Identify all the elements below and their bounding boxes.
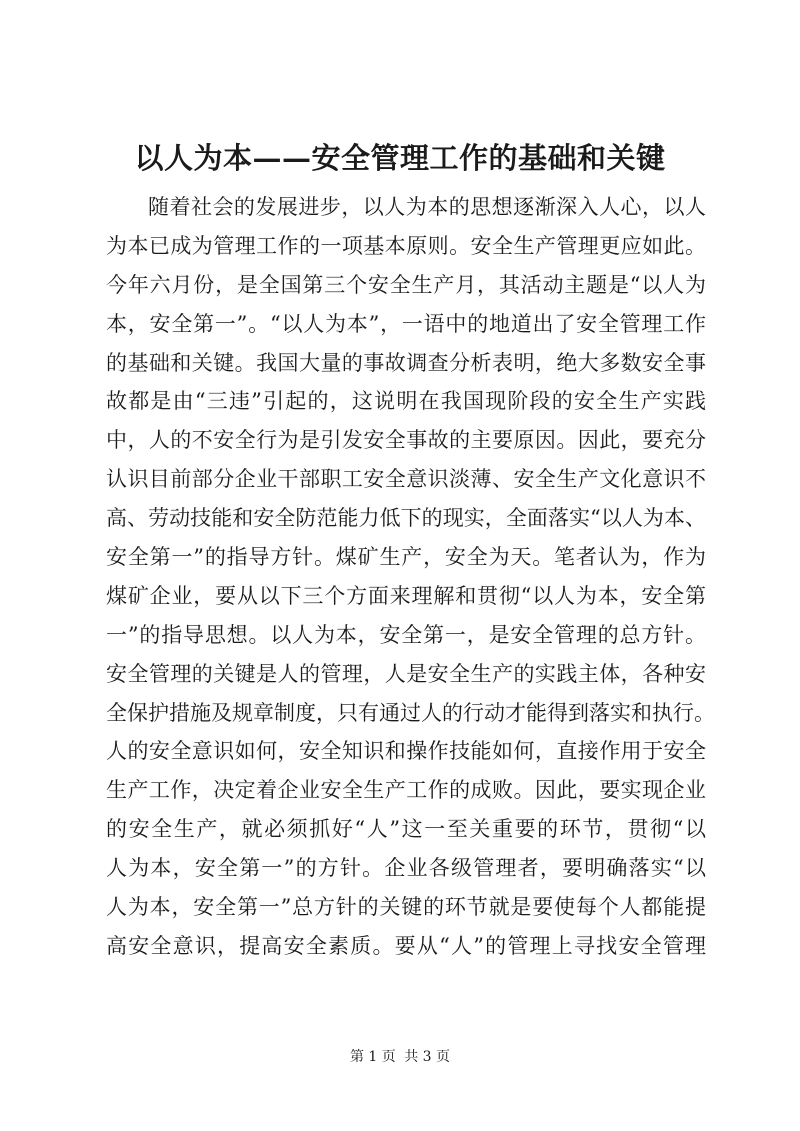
body-line: 生产工作，决定着企业安全生产工作的成败。因此，要实现企业: [106, 778, 706, 803]
page-total: 共 3 页: [404, 1049, 451, 1065]
body-line: 的基础和关键。我国大量的事故调查分析表明，绝大多数安全事: [106, 350, 706, 375]
document-title: 以人为本——安全管理工作的基础和关键: [134, 141, 666, 175]
body-text: [106, 188, 715, 966]
body-line: 一”的指导思想。以人为本，安全第一，是安全管理的总方针。: [106, 622, 706, 647]
body-line: 中，人的不安全行为是引发安全事故的主要原因。因此，要充分: [106, 428, 706, 453]
body-line: 为本已成为管理工作的一项基本原则。安全生产管理更应如此。: [106, 233, 706, 258]
body-line: 安全管理的关键是人的管理，人是安全生产的实践主体，各种安: [106, 661, 706, 686]
body-line: 故都是由“三违”引起的，这说明在我国现阶段的安全生产实践: [106, 389, 706, 414]
body-line: 安全第一”的指导方针。煤矿生产，安全为天。笔者认为，作为: [106, 545, 706, 570]
body-line: 本，安全第一”。“以人为本”，一语中的地道出了安全管理工作: [106, 311, 706, 336]
body-line: 高安全意识，提高安全素质。要从“人”的管理上寻找安全管理: [106, 933, 706, 958]
page-footer: [0, 1047, 800, 1067]
body-line: 煤矿企业，要从以下三个方面来理解和贯彻“以人为本，安全第: [106, 583, 706, 608]
body-line: 人为本，安全第一”的方针。企业各级管理者，要明确落实“以: [106, 856, 706, 881]
body-line: 今年六月份，是全国第三个安全生产月，其活动主题是“以人为: [106, 272, 706, 297]
body-line: 全保护措施及规章制度，只有通过人的行动才能得到落实和执行。: [106, 700, 715, 725]
page-number: 第 1 页: [349, 1049, 396, 1065]
body-line: 人为本，安全第一”总方针的关键的环节就是要使每个人都能提: [106, 895, 706, 920]
body-line: 随着社会的发展进步，以人为本的思想逐渐深入人心，以人: [148, 195, 706, 219]
body-line: 的安全生产，就必须抓好“人”这一至关重要的环节，贯彻“以: [106, 817, 706, 842]
body-line: 认识目前部分企业干部职工安全意识淡薄、安全生产文化意识不: [106, 467, 706, 492]
body-line: 人的安全意识如何，安全知识和操作技能如何，直接作用于安全: [106, 739, 706, 764]
body-line: 高、劳动技能和安全防范能力低下的现实，全面落实“以人为本、: [106, 506, 706, 531]
